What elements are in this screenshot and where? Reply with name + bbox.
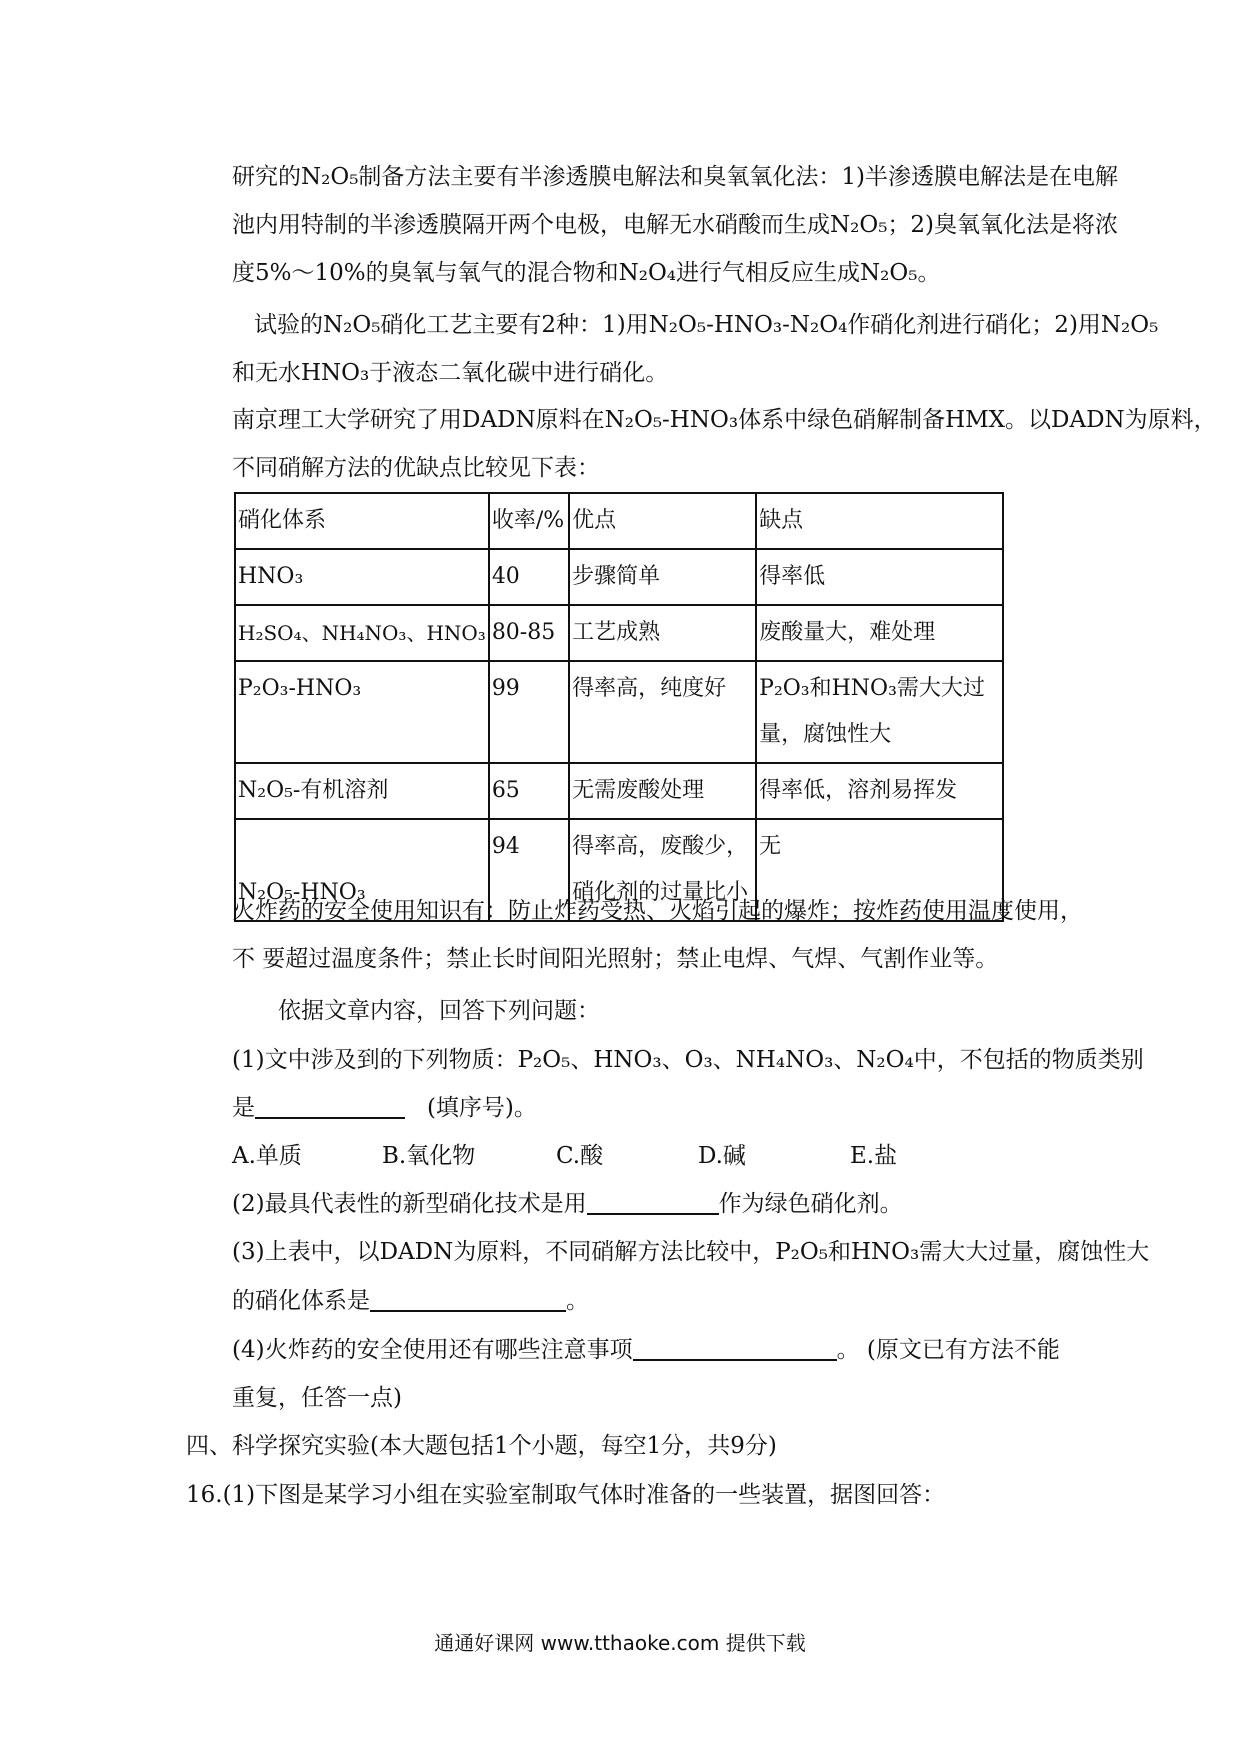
table-header-cell: 收率/% [489,493,569,549]
text-line: 不同硝解方法的优缺点比较见下表： [232,455,600,481]
question-3: (3)上表中，以DADN为原料，不同硝解方法比较中，P₂O₅和HNO₃需大大过量，腐蚀性大 [232,1239,1150,1265]
table-cell: H₂SO₄、NH₄NO₃、HNO₃ [235,605,489,661]
table-cell: 废酸量大，难处理 [756,605,1003,661]
table-row [235,549,1003,605]
question-2 [232,1189,903,1219]
question-1-options [232,1141,897,1171]
table-header-cell: 硝化体系 [235,493,489,549]
table-cell: HNO₃ [235,549,489,605]
table-cell: 得率低 [756,549,1003,605]
question-4 [232,1335,1060,1365]
question-1-prefix: 是 [232,1095,255,1121]
answer-blank-3[interactable] [370,1288,566,1312]
option-e: E.盐 [850,1143,898,1169]
question-1: (1)文中涉及到的下列物质：P₂O₅、HNO₃、O₃、NH₄NO₃、N₂O₄中，不包括的物质类别 [232,1047,1144,1073]
text-line: 不 要超过温度条件；禁止长时间阳光照射；禁止电焊、气焊、气割作业等。 [232,946,999,972]
option-a: A.单质 [232,1143,302,1169]
question-2-suffix: 作为绿色硝化剂。 [718,1191,903,1217]
question-4-line-2: 重复，任答一点) [232,1385,402,1411]
question-3-suffix: 。 [566,1288,589,1314]
section-heading: 四、科学探究实验(本大题包括1个小题，每空1分，共9分) [186,1433,777,1459]
question-3-prefix: 的硝化体系是 [232,1288,370,1314]
answer-blank-2[interactable] [587,1191,719,1215]
table-cell: P₂O₃和HNO₃需大大过量，腐蚀性大 [756,661,1003,763]
answer-blank-1[interactable] [255,1095,405,1119]
table-cell: 无 [756,819,1003,921]
table-cell: 步骤简单 [569,549,756,605]
option-b: B.氧化物 [382,1143,476,1169]
text-line: 度5%～10%的臭氧与氧气的混合物和N₂O₄进行气相反应生成N₂O₅。 [232,260,941,286]
question-2-text: (2)最具代表性的新型硝化技术是用 [232,1191,587,1217]
table-cell: 99 [489,661,569,763]
text-line: 研究的N₂O₅制备方法主要有半渗透膜电解法和臭氧氧化法：1)半渗透膜电解法是在电解 [232,164,1119,190]
question-1-suffix: (填序号)。 [426,1095,537,1121]
question-1-answer-line [232,1093,537,1123]
text-line: 南京理工大学研究了用DADN原料在N₂O₅-HNO₃体系中绿色硝解制备HMX。以DADN为原料， [232,407,1217,433]
page-footer: 通通好课网 www.tthaoke.com 提供下载 [434,1631,806,1655]
text-line: 池内用特制的半渗透膜隔开两个电极，电解无水硝酸而生成N₂O₅；2)臭氧氧化法是将浓 [232,212,1119,238]
comparison-table [234,492,1004,922]
question-4-text: (4)火炸药的安全使用还有哪些注意事项 [232,1337,633,1363]
table-cell: 40 [489,549,569,605]
text-line: 试验的N₂O₅硝化工艺主要有2种：1)用N₂O₅-HNO₃-N₂O₄作硝化剂进行硝化；2)用N₂O₅ [254,312,1159,338]
table-cell: 80-85 [489,605,569,661]
table-cell: 得率高，纯度好 [569,661,756,763]
questions-intro: 依据文章内容，回答下列问题： [278,998,600,1024]
table-header-cell: 缺点 [756,493,1003,549]
table-cell: 得率低，溶剂易挥发 [756,763,1003,819]
table-row [235,605,1003,661]
text-line: 和无水HNO₃于液态二氧化碳中进行硝化。 [232,360,669,386]
question-3-answer-line [232,1286,589,1316]
table-cell: 工艺成熟 [569,605,756,661]
question-16: 16.(1)下图是某学习小组在实验室制取气体时准备的一些装置，据图回答： [186,1482,946,1508]
table-row [235,763,1003,819]
table-header-cell: 优点 [569,493,756,549]
table-cell: P₂O₃-HNO₃ [235,661,489,763]
table-cell: 65 [489,763,569,819]
table-cell: 无需废酸处理 [569,763,756,819]
option-c: C.酸 [556,1143,604,1169]
table-row [235,661,1003,763]
option-d: D.碱 [698,1143,746,1169]
table-cell: 得率高，废酸少，硝化剂的过量比小 [569,819,756,921]
table-cell: 94 [489,819,569,921]
text-line: 火炸药的安全使用知识有：防止炸药受热、火焰引起的爆炸；按炸药使用温度使用， [232,898,1083,924]
answer-blank-4[interactable] [633,1337,837,1361]
table-cell: N₂O₅-有机溶剂 [235,763,489,819]
table-header-row [235,493,1003,549]
table-cell: N₂O₅-HNO₃ [235,819,489,921]
question-4-suffix: 。 (原文已有方法不能 [836,1337,1060,1363]
